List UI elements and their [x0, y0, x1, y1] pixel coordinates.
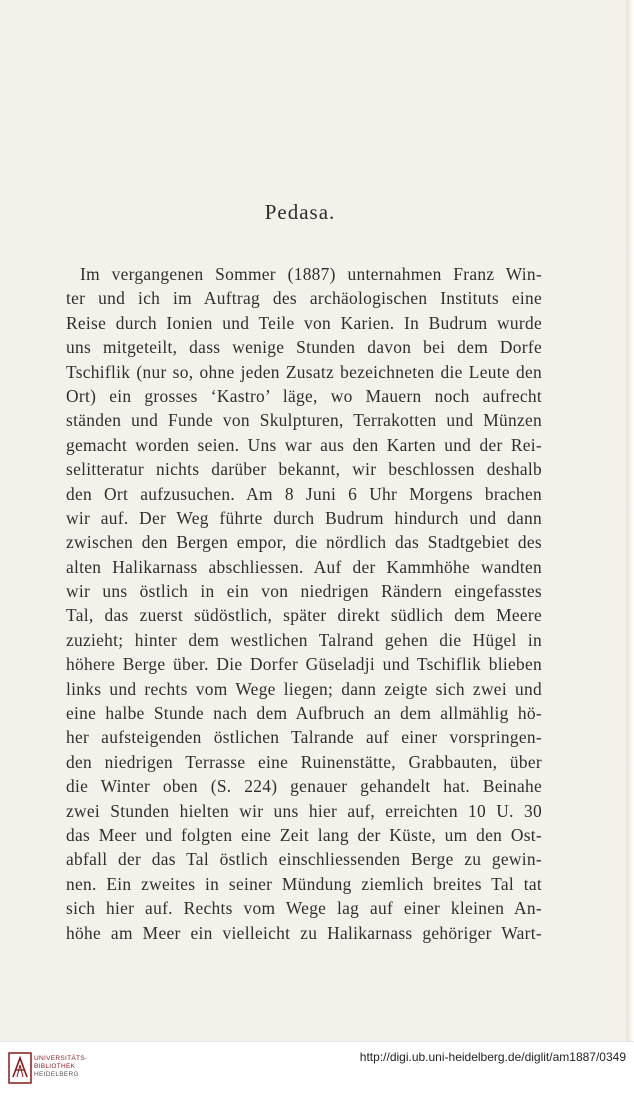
text-line: links und rechts vom Wege liegen; dann zeigte sich zwei und: [66, 678, 542, 699]
text-line: gemacht worden seien. Uns war aus den Karten und der Rei-: [66, 434, 542, 455]
text-line: den Ort aufzusuchen. Am 8 Juni 6 Uhr Morgens brachen: [66, 483, 542, 504]
text-line: her aufsteigenden östlichen Talrande auf einer vorspringen-: [66, 727, 542, 748]
text-line: höhere Berge über. Die Dorfer Güseladji und Tschiflik blieben: [66, 654, 542, 675]
text-line: ständen und Funde von Skulpturen, Terrakotten und Münzen: [66, 410, 542, 431]
source-url-link[interactable]: http://digi.ub.uni-heidelberg.de/diglit/am1887/0349: [359, 1050, 626, 1064]
text-line: alten Halikarnass abschliessen. Auf der Kammhöhe wandten: [66, 556, 542, 577]
text-line: nen. Ein zweites in seiner Mündung ziemlich breites Tal tat: [66, 873, 542, 894]
text-line: zwei Stunden hielten wir uns hier auf, erreichten 10 U. 30: [66, 800, 542, 821]
text-line: ter und ich im Auftrag des archäologischen Instituts eine: [66, 288, 542, 309]
library-name-line: HEIDELBERG: [34, 1071, 79, 1078]
university-library-logo-icon[interactable]: [8, 1050, 32, 1086]
library-name-line: UNIVERSITÄTS-: [34, 1055, 88, 1062]
text-line: uns mitgeteilt, dass wenige Stunden davon bei dem Dorfe: [66, 337, 542, 358]
text-line: Tschiflik (nur so, ohne jeden Zusatz bezeichneten die Leute den: [66, 361, 542, 382]
body-text: [66, 262, 542, 945]
text-line: eine halbe Stunde nach dem Aufbruch an dem allmählig hö-: [66, 703, 542, 724]
text-line: Tal, das zuerst südöstlich, später direkt südlich dem Meere: [66, 605, 542, 626]
text-line: den niedrigen Terrasse eine Ruinenstätte, Grabbauten, über: [66, 751, 542, 772]
text-line: zuzieht; hinter dem westlichen Talrand gehen die Hügel in: [66, 629, 542, 650]
text-line: Reise durch Ionien und Teile von Karien. In Budrum wurde: [66, 312, 542, 333]
text-line: Ort) ein grosses ‘Kastro’ läge, wo Mauern noch aufrecht: [66, 385, 542, 406]
text-line: das Meer und folgten eine Zeit lang der Küste, um den Ost-: [66, 824, 542, 845]
footer-bar: [0, 1041, 634, 1100]
text-line: wir uns östlich in ein von niedrigen Rändern eingefasstes: [66, 581, 542, 602]
page-edge: [626, 0, 634, 1100]
text-line: sich hier auf. Rechts vom Wege lag auf einer kleinen An-: [66, 898, 542, 919]
text-line: die Winter oben (S. 224) genauer gehandelt hat. Beinahe: [66, 776, 542, 797]
page-title: Pedasa.: [264, 200, 336, 224]
text-line: höhe am Meer ein vielleicht zu Halikarnass gehöriger Wart-: [66, 922, 542, 943]
show-through-bleed: [330, 48, 590, 208]
text-line: selitteratur nichts darüber bekannt, wir beschlossen deshalb: [66, 459, 542, 480]
text-line: abfall der das Tal östlich einschliessenden Berge zu gewin-: [66, 849, 542, 870]
text-line: zwischen den Bergen empor, die nördlich das Stadtgebiet des: [66, 532, 542, 553]
text-line: Im vergangenen Sommer (1887) unternahmen Franz Win-: [80, 264, 542, 284]
library-name: [34, 1055, 87, 1079]
library-name-line: BIBLIOTHEK: [34, 1063, 76, 1070]
text-line: wir auf. Der Weg führte durch Budrum hindurch und dann: [66, 507, 542, 528]
